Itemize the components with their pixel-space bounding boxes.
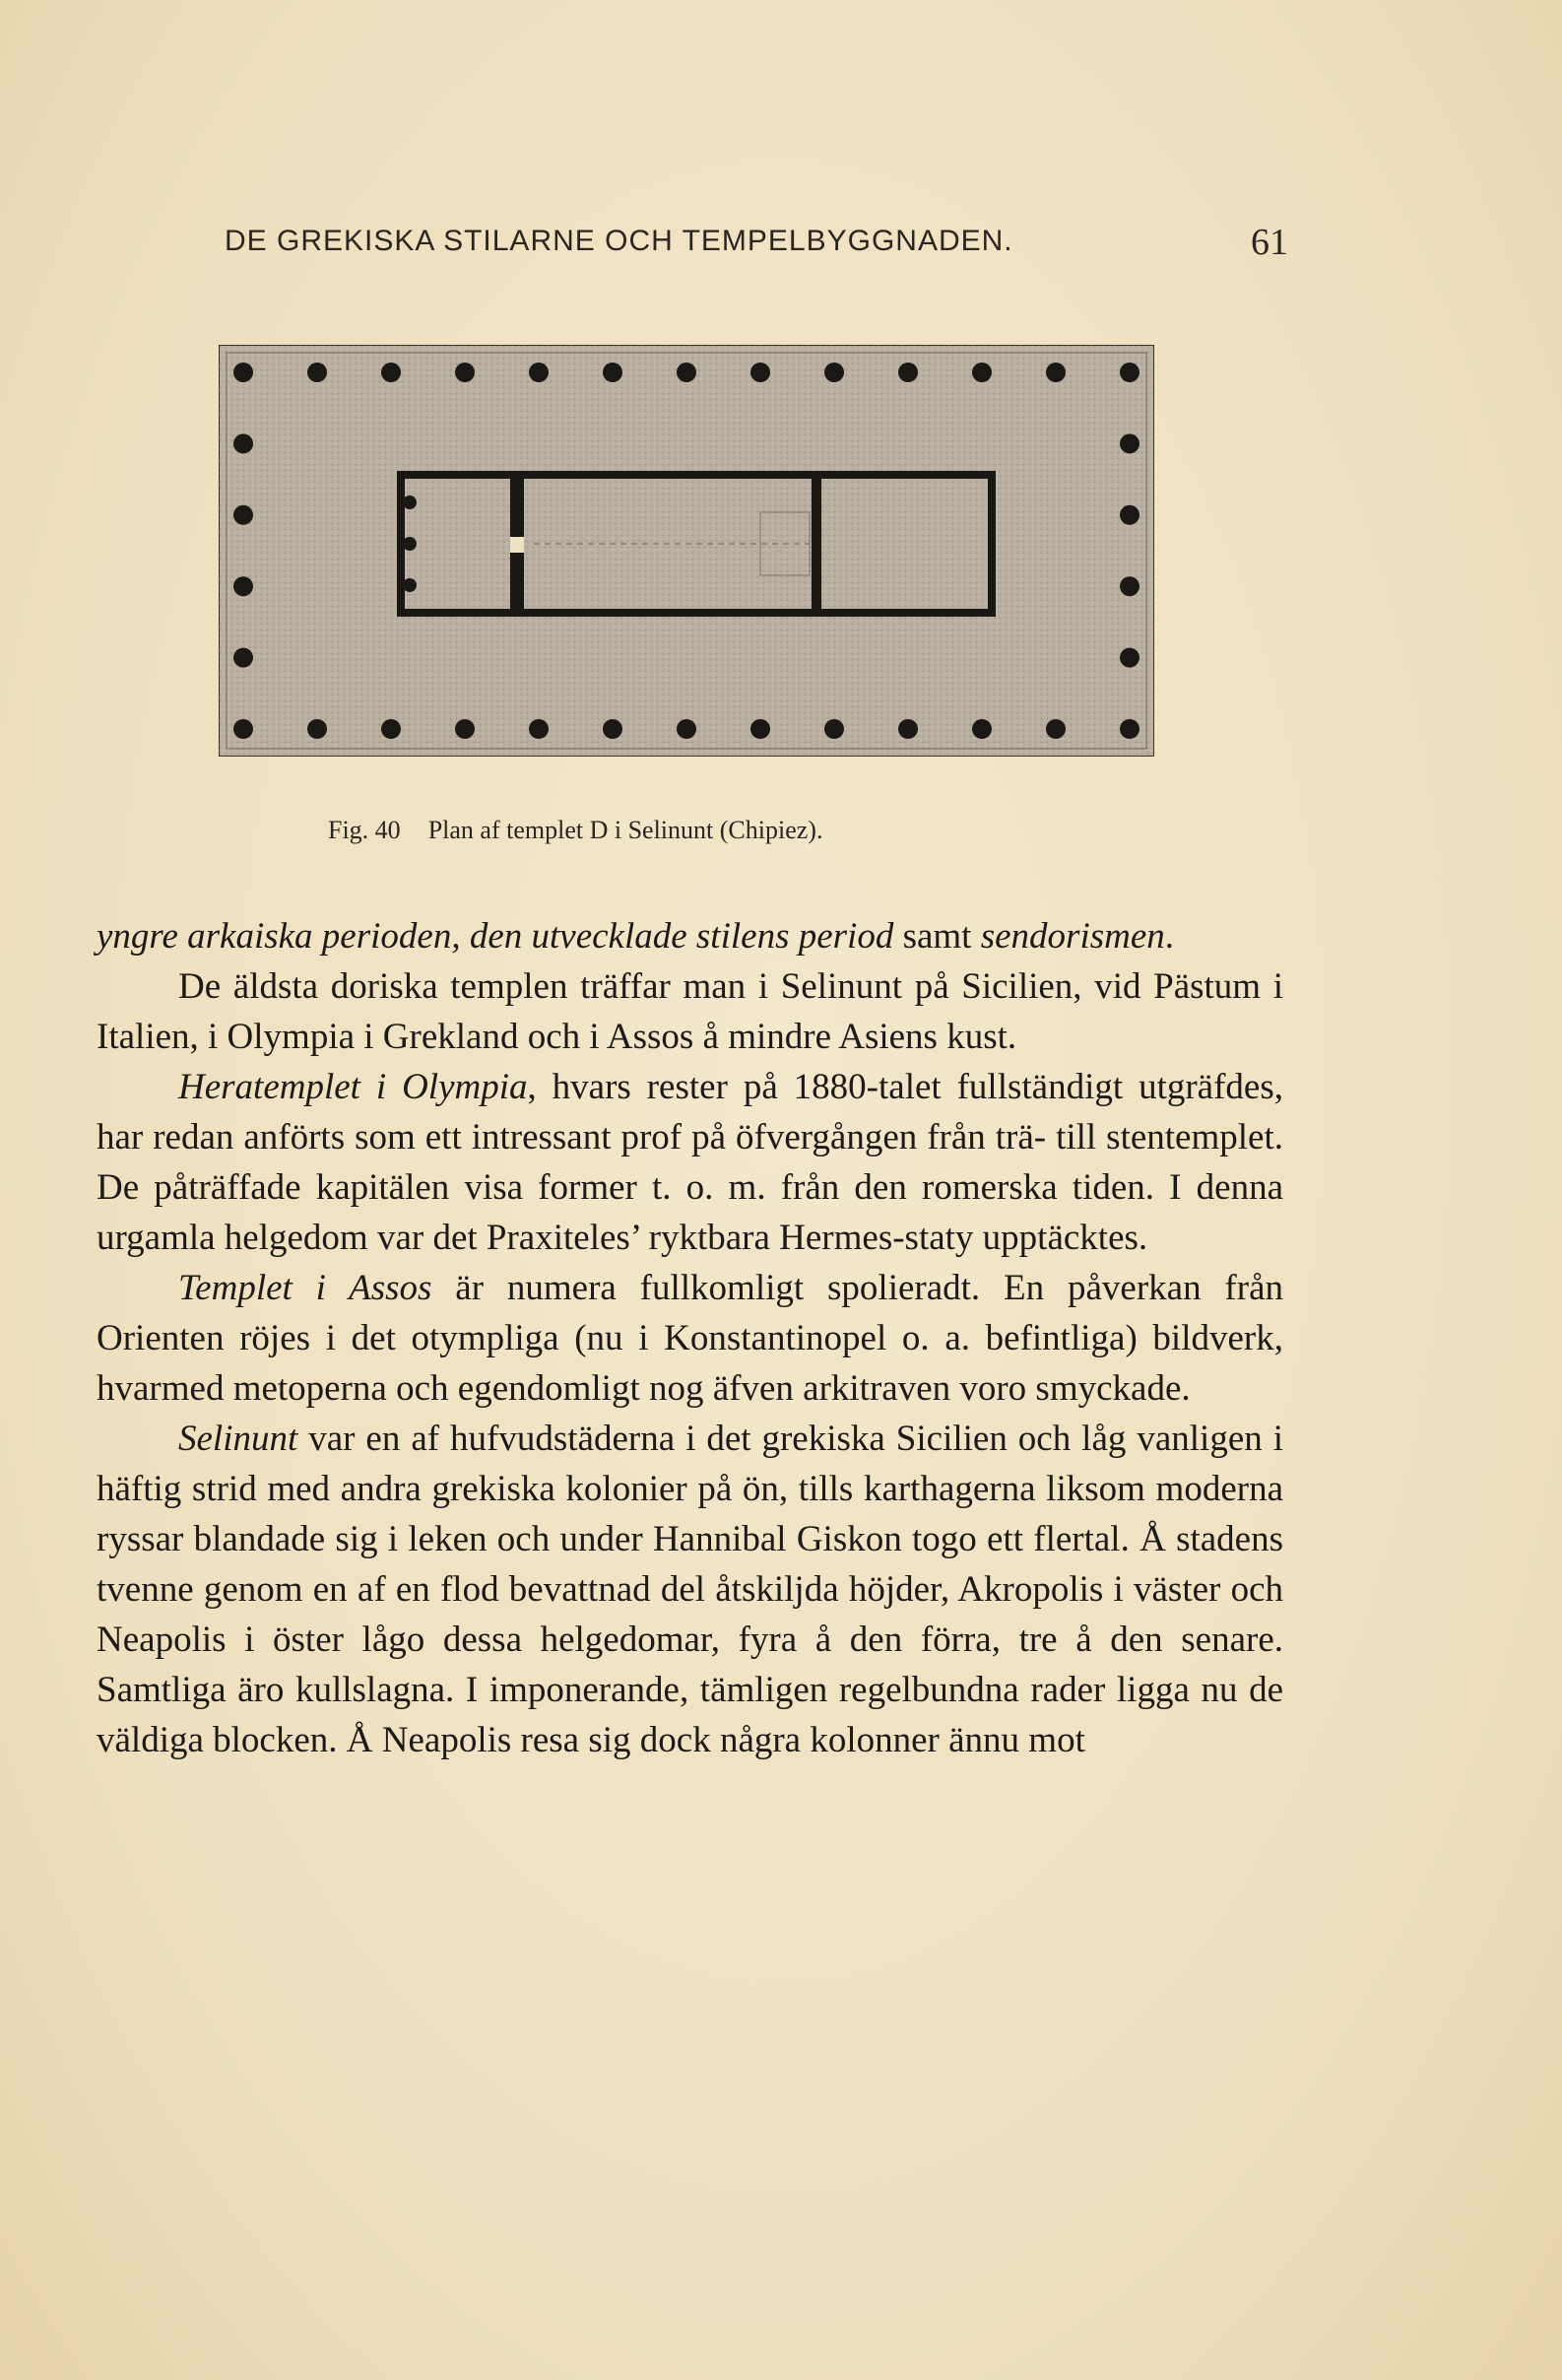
column-dot — [972, 719, 992, 739]
paragraph-1 — [97, 911, 1283, 961]
paragraph-3 — [97, 1062, 1283, 1263]
column-dot — [455, 719, 475, 739]
column-dot — [403, 578, 417, 592]
column-dot — [824, 719, 844, 739]
text-run: . — [1164, 916, 1175, 957]
column-dot — [233, 505, 253, 525]
column-dot — [381, 363, 401, 382]
text-run: De äldsta doriska templen träffar man i Selinunt på Sicilien, vid Pästum i Italien, i Olympia i Grekland och i Assos å mindre Asiens kust. — [97, 966, 1283, 1057]
column-dot — [898, 719, 918, 739]
column-dot — [972, 363, 992, 382]
column-dot — [898, 363, 918, 382]
column-dot — [1120, 505, 1139, 525]
text-run: samt — [893, 916, 981, 957]
italic-text: sendorismen — [980, 916, 1165, 957]
temple-plan-drawing — [219, 345, 1154, 757]
column-dot — [677, 719, 696, 739]
temple-plan-figure — [219, 345, 1154, 757]
column-dot — [403, 537, 417, 551]
column-dot — [603, 719, 622, 739]
column-dot — [307, 363, 327, 382]
column-dot — [1046, 719, 1066, 739]
column-dot — [677, 363, 696, 382]
column-dot — [1120, 363, 1139, 382]
text-run: var en af hufvudstäderna i det grekiska Sicilien och låg vanligen i häftig strid med andra grekiska kolonier på ön, tills karthagerna liksom moderna ryssar blandade sig i leken och under Hannibal Giskon togo ett flertal. Å stadens tvenne genom en af en flod bevattnad del åtskiljda höjder, Akropolis i väster och Neapolis i öster lågo dessa helgedomar, fyra å den förra, tre å den senare. Samtliga äro kullslagna. I imponerande, tämligen regelbundna rader ligga nu de väldiga blocken. Å Neapolis resa sig dock några kolonner ännu mot — [97, 1419, 1283, 1760]
italic-text: Selinunt — [178, 1419, 298, 1459]
column-dot — [233, 433, 253, 453]
plan-platform — [219, 345, 1154, 757]
italic-text: Heratemplet i Olympia — [178, 1067, 528, 1107]
cella-doorway — [510, 537, 524, 553]
italic-text: yngre arkaiska perioden, den utvecklade stilens period — [97, 916, 894, 957]
paragraph-4 — [97, 1263, 1283, 1414]
text-run: , hvars rester på 1880-talet fullständigt utgräfdes, har redan anförts som ett intressant prof på öfvergången från trä- till stentemplet. De påträffade kapitälen visa former t. o. m. från den romerska tiden. I denna urgamla helgedom var det Praxiteles’ ryktbara Hermes-staty upptäcktes. — [97, 1067, 1283, 1258]
column-dot — [1120, 433, 1139, 453]
column-dot — [233, 719, 253, 739]
column-dot — [233, 576, 253, 596]
column-dot — [1120, 719, 1139, 739]
column-dot — [1046, 363, 1066, 382]
running-head-title: DE GREKISKA STILARNE OCH TEMPELBYGGNADEN. — [225, 225, 1013, 257]
column-dot — [750, 719, 770, 739]
page-number: 61 — [1251, 222, 1288, 263]
column-dot — [233, 363, 253, 382]
column-dot — [529, 719, 549, 739]
figure-caption — [328, 816, 1214, 845]
running-head — [225, 222, 1288, 264]
column-dot — [233, 648, 253, 668]
column-dot — [455, 363, 475, 382]
italic-text: Templet i Assos — [178, 1268, 432, 1308]
figure-label: Fig. 40 — [328, 816, 401, 844]
column-dot — [307, 719, 327, 739]
paragraph-5 — [97, 1414, 1283, 1765]
text-run: är numera fullkomligt spolieradt. En påverkan från Orienten röjes i det otympliga (nu i Konstantinopel o. a. befintliga) bildverk, hvarmed metoperna och egendomligt nog äfven arkitraven voro smyckade. — [97, 1268, 1283, 1409]
column-dot — [403, 496, 417, 509]
column-dot — [1120, 576, 1139, 596]
column-dot — [1120, 648, 1139, 668]
figure-caption-text: Plan af templet D i Selinunt (Chipiez). — [427, 816, 823, 844]
paragraph-2 — [97, 961, 1283, 1062]
column-dot — [750, 363, 770, 382]
column-dot — [824, 363, 844, 382]
column-dot — [529, 363, 549, 382]
column-dot — [603, 363, 622, 382]
body-text — [97, 911, 1283, 1765]
column-dot — [381, 719, 401, 739]
